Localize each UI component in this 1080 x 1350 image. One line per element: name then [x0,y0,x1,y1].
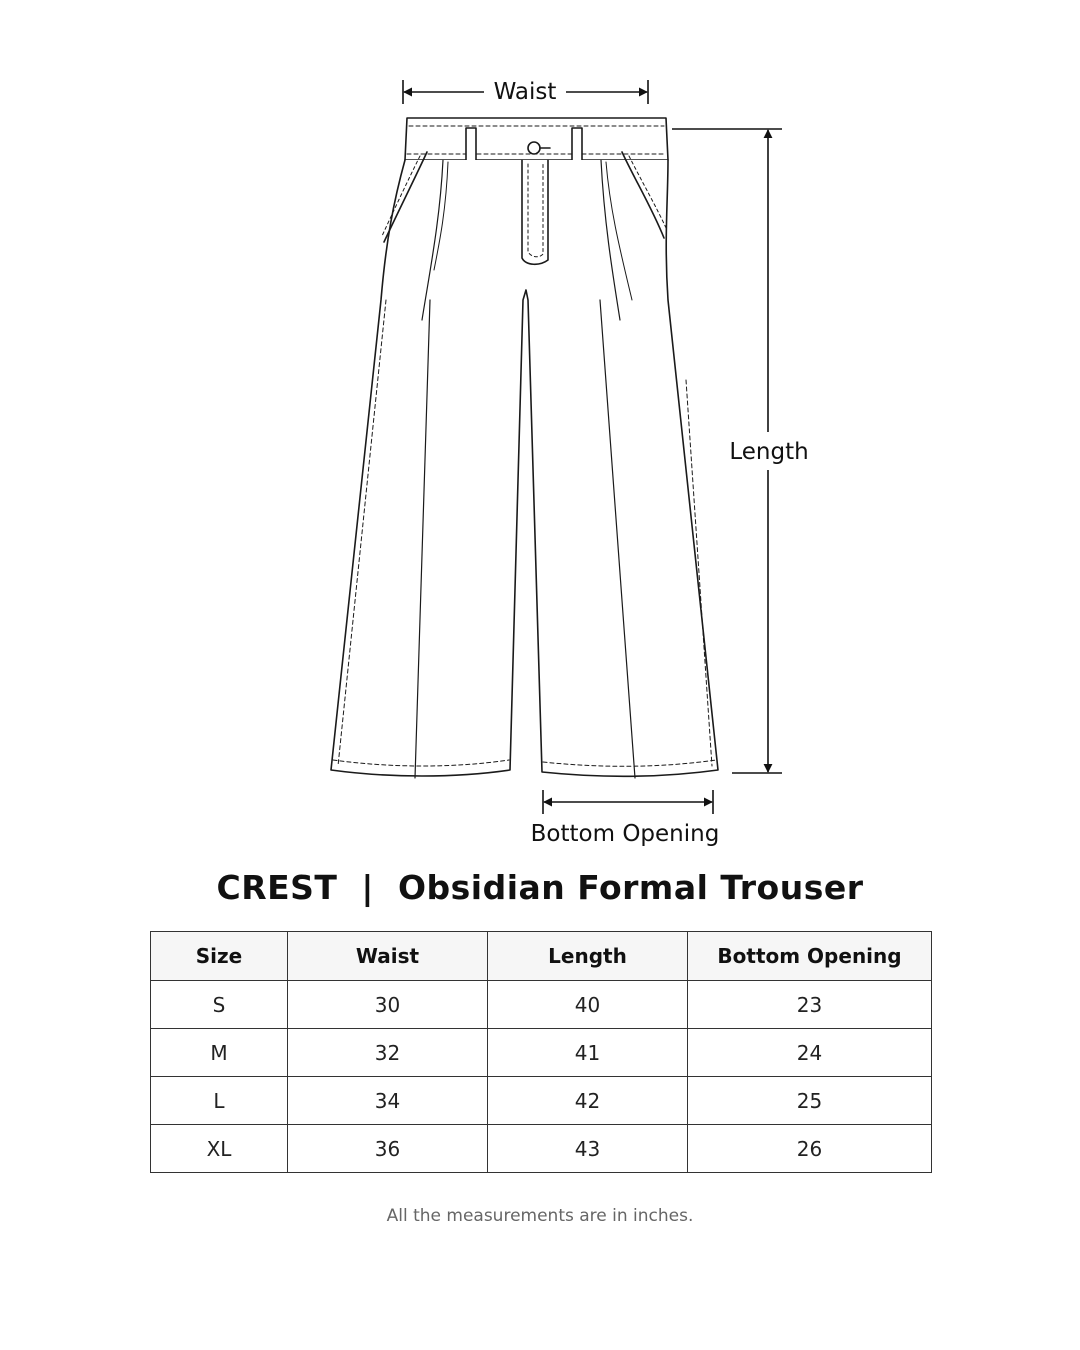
cell-bottom-opening: 23 [688,981,932,1029]
table-header-row [151,932,932,981]
trouser-illustration [331,118,718,778]
belt-loop-right [572,128,582,164]
cell-size: M [151,1029,288,1077]
cell-waist: 30 [288,981,488,1029]
cell-size: XL [151,1125,288,1173]
trouser-outline [331,160,718,776]
cell-waist: 36 [288,1125,488,1173]
header-bottom-opening: Bottom Opening [688,932,932,981]
cell-bottom-opening: 26 [688,1125,932,1173]
size-chart-table [150,931,932,1173]
waist-label: Waist [493,79,557,105]
measurement-note: All the measurements are in inches. [386,1206,694,1226]
cell-bottom-opening: 25 [688,1077,932,1125]
brand-name: CREST [216,868,338,907]
header-waist: Waist [288,932,488,981]
table-row [151,1077,932,1125]
cell-waist: 32 [288,1029,488,1077]
table-row [151,1125,932,1173]
length-label: Length [729,439,809,465]
bottom-opening-dimension [543,790,713,814]
button-icon [528,142,540,154]
cell-size: S [151,981,288,1029]
belt-loop-left [466,128,476,164]
bottom-opening-label: Bottom Opening [530,821,720,847]
cell-waist: 34 [288,1077,488,1125]
table-row [151,981,932,1029]
cell-size: L [151,1077,288,1125]
cell-length: 42 [488,1077,688,1125]
table-row [151,1029,932,1077]
header-length: Length [488,932,688,981]
title-separator: | [361,868,374,907]
product-title [0,868,1080,907]
header-size: Size [151,932,288,981]
cell-bottom-opening: 24 [688,1029,932,1077]
cell-length: 43 [488,1125,688,1173]
cell-length: 40 [488,981,688,1029]
product-name: Obsidian Formal Trouser [397,868,864,907]
cell-length: 41 [488,1029,688,1077]
